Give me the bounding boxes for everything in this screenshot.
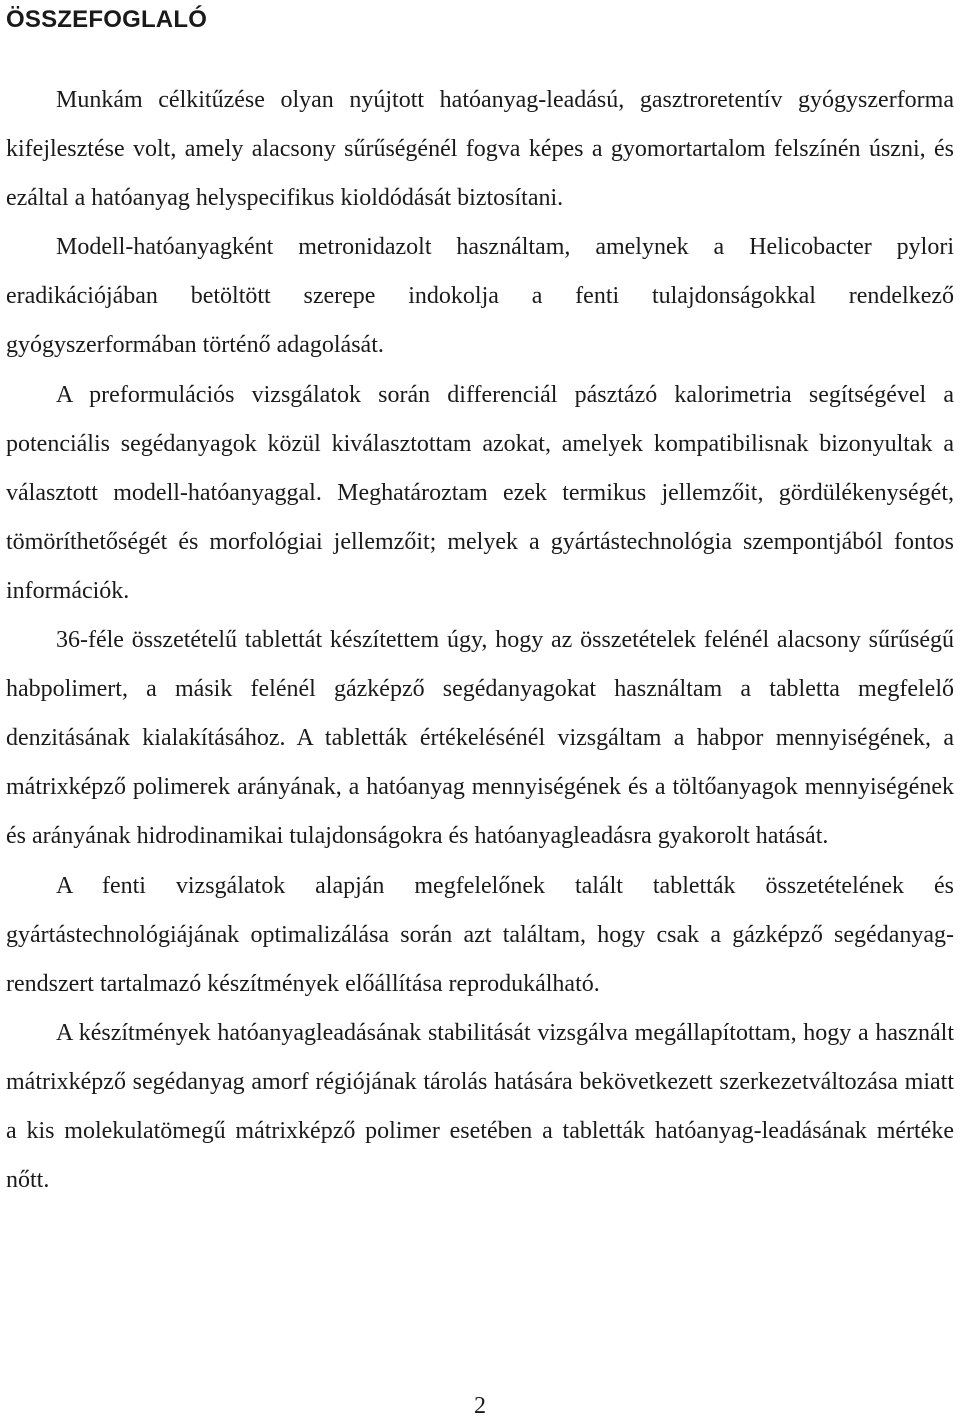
paragraph-preformulation: A preformulációs vizsgálatok során differenciál pásztázó kalorimetria segítségével a potenciális segédanyagok közül kiválasztottam azokat, amelyek kompatibilisnak bizonyultak a választott modell-hatóanyaggal. Meghatároztam ezek termikus jellemzőit, gördülékenységét, tömöríthetőségét és morfológiai jellemzőit; melyek a gyártástechnológia szempontjából fontos információk.: [6, 381, 954, 604]
paragraph-stability: A készítmények hatóanyagleadásának stabilitását vizsgálva megállapítottam, hogy a használt mátrixképző segédanyag amorf régiójának tárolás hatására bekövetkezett szerkezetváltozása miatt a kis molekulatömegű mátrixképző polimer esetében a tabletták hatóanyag-leadásának mértéke nőtt.: [6, 1019, 954, 1194]
page-number: 2: [474, 1393, 486, 1419]
paragraph-model-drug: Modell-hatóanyagként metronidazolt használtam, amelynek a Helicobacter pylori eradikációjában betöltött szerepe indokolja a fenti tulajdonságokkal rendelkező gyógyszerformában történő adagolását.: [6, 234, 954, 359]
body-text: [6, 76, 954, 1205]
paragraph-optimization: A fenti vizsgálatok alapján megfelelőnek talált tabletták összetételének és gyártástechnológiájának optimalizálása során azt találtam, hogy csak a gázképző segédanyag-rendszert tartalmazó készítmények előállítása reprodukálható.: [6, 872, 954, 997]
section-heading: ÖSSZEFOGLALÓ: [6, 6, 208, 33]
paragraph-tablet-compositions: 36-féle összetételű tablettát készítettem úgy, hogy az összetételek felénél alacsony sűrűségű habpolimert, a másik felénél gázképző segédanyagokat használtam a tabletta megfelelő denzitásának kialakításához. A tabletták értékelésénél vizsgáltam a habpor mennyiségének, a mátrixképző polimerek arányának, a hatóanyag mennyiségének és a töltőanyagok mennyiségének és arányának hidrodinamikai tulajdonságokra és hatóanyagleadásra gyakorolt hatását.: [6, 627, 954, 850]
paragraph-objective: Munkám célkitűzése olyan nyújtott hatóanyag-leadású, gasztroretentív gyógyszerforma kifejlesztése volt, amely alacsony sűrűségénél fogva képes a gyomortartalom felszínén úszni, és ezáltal a hatóanyag helyspecifikus kioldódását biztosítani.: [6, 87, 954, 212]
